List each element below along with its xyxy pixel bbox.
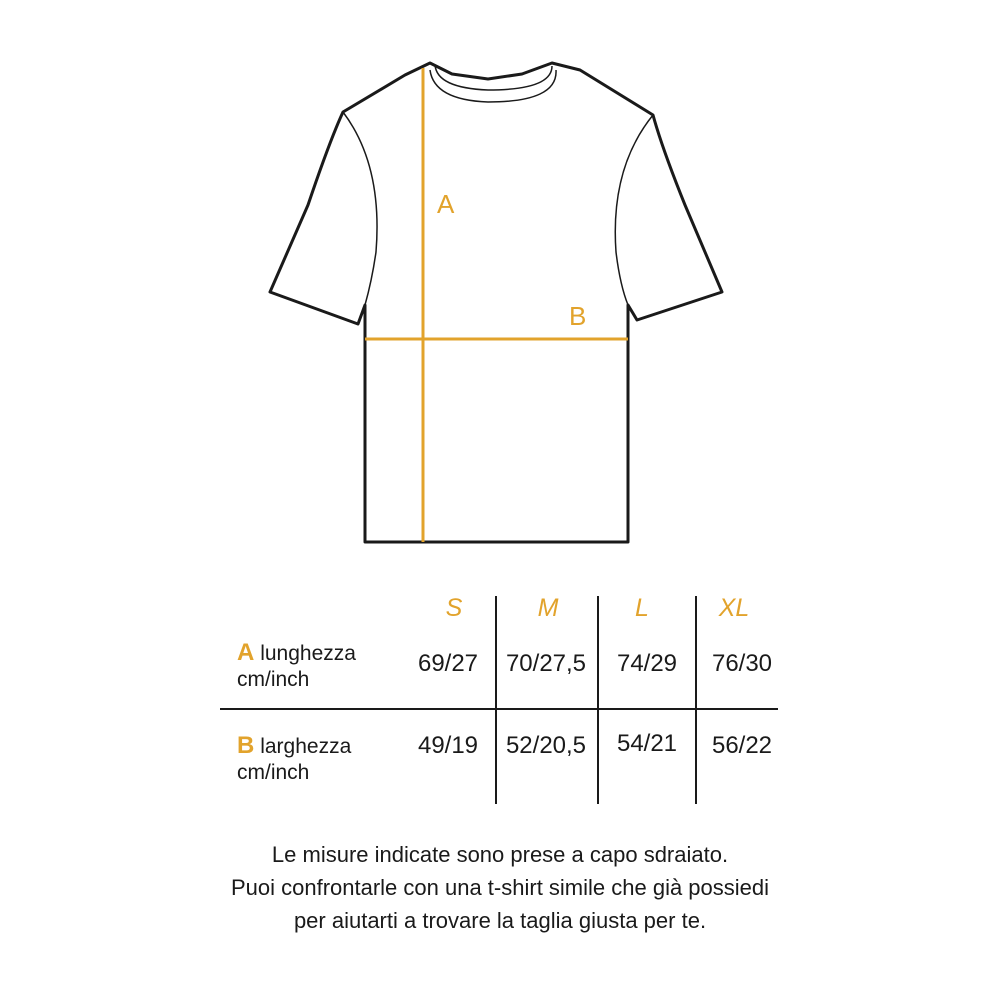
row-divider: [220, 708, 778, 710]
dimension-label-a: A: [437, 189, 455, 219]
table-cell: 54/21: [616, 730, 678, 757]
table-cell: 76/30: [711, 650, 773, 677]
table-cell: 49/19: [417, 732, 479, 759]
note-line: per aiutarti a trovare la taglia giusta per te.: [293, 908, 707, 933]
table-cell: 52/20,5: [505, 732, 587, 759]
size-header-m: M: [537, 594, 559, 622]
table-cell: 69/27: [417, 650, 479, 677]
size-header-s: S: [445, 594, 463, 622]
table-cell: 70/27,5: [505, 650, 587, 677]
column-divider: [495, 596, 497, 804]
row-name-b: larghezza: [260, 735, 352, 758]
note-line: Puoi confrontarle con una t-shirt simile che già possiedi: [230, 875, 770, 900]
size-header-xl: XL: [718, 594, 750, 622]
dimension-label-b: B: [569, 301, 587, 331]
measurement-note: [0, 838, 1000, 937]
row-unit-b: cm/inch: [237, 761, 310, 784]
row-label-a: [237, 640, 356, 693]
row-unit-a: cm/inch: [237, 668, 310, 691]
tshirt-outline: [270, 63, 722, 542]
table-cell: 74/29: [616, 650, 678, 677]
row-name-a: lunghezza: [260, 642, 356, 665]
row-letter-b: B: [237, 732, 255, 759]
note-line: Le misure indicate sono prese a capo sdraiato.: [271, 842, 729, 867]
row-letter-a: A: [237, 639, 255, 666]
size-header-l: L: [635, 594, 649, 622]
column-divider: [695, 596, 697, 804]
column-divider: [597, 596, 599, 804]
row-label-b: [237, 733, 351, 786]
table-cell: 56/22: [711, 732, 773, 759]
